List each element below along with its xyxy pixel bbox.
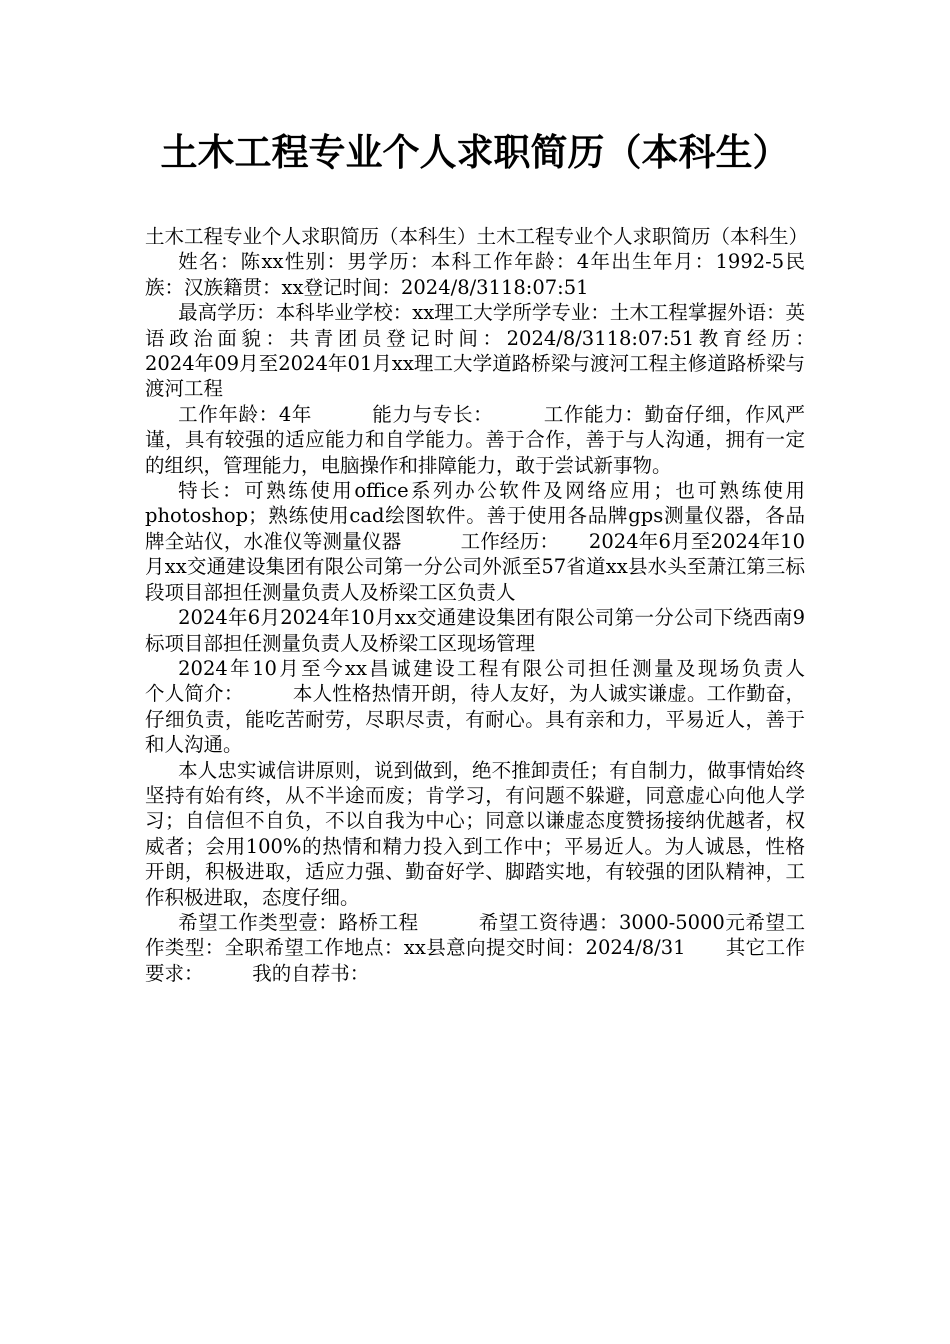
paragraph-skills-experience: 特长：可熟练使用office系列办公软件及网络应用；也可熟练使用photoshop；熟练使用cad绘图软件。善于使用各品牌gps测量仪器，各品牌全站仪，水准仪等测量仪器 工作经历： 2024年6月至2024年10月xx交通建设集团有限公司第一分公司外派至57省道xx县水头至萧江第三标段项目部担任测量负责人及桥梁工区负责人 [145,479,805,604]
paragraph-job-expectations: 希望工作类型壹：路桥工程 希望工资待遇：3000-5000元希望工作类型：全职希望工作地点：xx县意向提交时间：2024/8/31 其它工作要求： 我的自荐书： [145,910,805,985]
paragraph-heading-repeat: 土木工程专业个人求职简历（本科生）土木工程专业个人求职简历（本科生） [145,225,809,248]
paragraph-experience-2: 2024年6月2024年10月xx交通建设集团有限公司第一分公司下绕西南9标项目部担任测量负责人及桥梁工区现场管理 [145,606,805,655]
paragraph-abilities: 工作年龄：4年 能力与专长： 工作能力：勤奋仔细，作风严谨，具有较强的适应能力和自学能力。善于合作，善于与人沟通，拥有一定的组织，管理能力，电脑操作和排障能力，敢于尝试新事物。 [145,402,805,477]
paragraph-experience-3-intro: 2024年10月至今xx昌诚建设工程有限公司担任测量及现场负责人 个人简介： 本人性格热情开朗，待人友好，为人诚实谦虚。工作勤奋，仔细负责，能吃苦耐劳，尽职尽责，有耐心。具有亲和力，平易近人，善于和人沟通。 [145,656,864,757]
document-title: 土木工程专业个人求职简历（本科生） [160,131,790,174]
document-body [145,224,864,986]
paragraph-self-description: 本人忠实诚信讲原则，说到做到，绝不推卸责任；有自制力，做事情始终坚持有始有终，从不半途而废；肯学习，有问题不躲避，同意虚心向他人学习；自信但不自负，不以自我为中心；同意以谦虚态度赞扬接纳优越者，权威者；会用100%的热情和精力投入到工作中；平易近人。为人诚恳，性格开朗，积极进取，适应力强、勤奋好学、脚踏实地，有较强的团队精神，工作积极进取，态度仔细。 [145,758,805,909]
paragraph-education: 最高学历：本科毕业学校：xx理工大学所学专业：土木工程掌握外语：英语政治面貌：共青团员登记时间：2024/8/3118:07:51教育经历： 2024年09月至2024年01月xx理工大学道路桥梁与渡河工程主修道路桥梁与渡河工程 [145,301,864,401]
paragraph-basic-info: 姓名：陈xx性别：男学历：本科工作年龄：4年出生年月：1992-5民族：汉族籍贯：xx登记时间：2024/8/3118:07:51 [145,250,805,299]
